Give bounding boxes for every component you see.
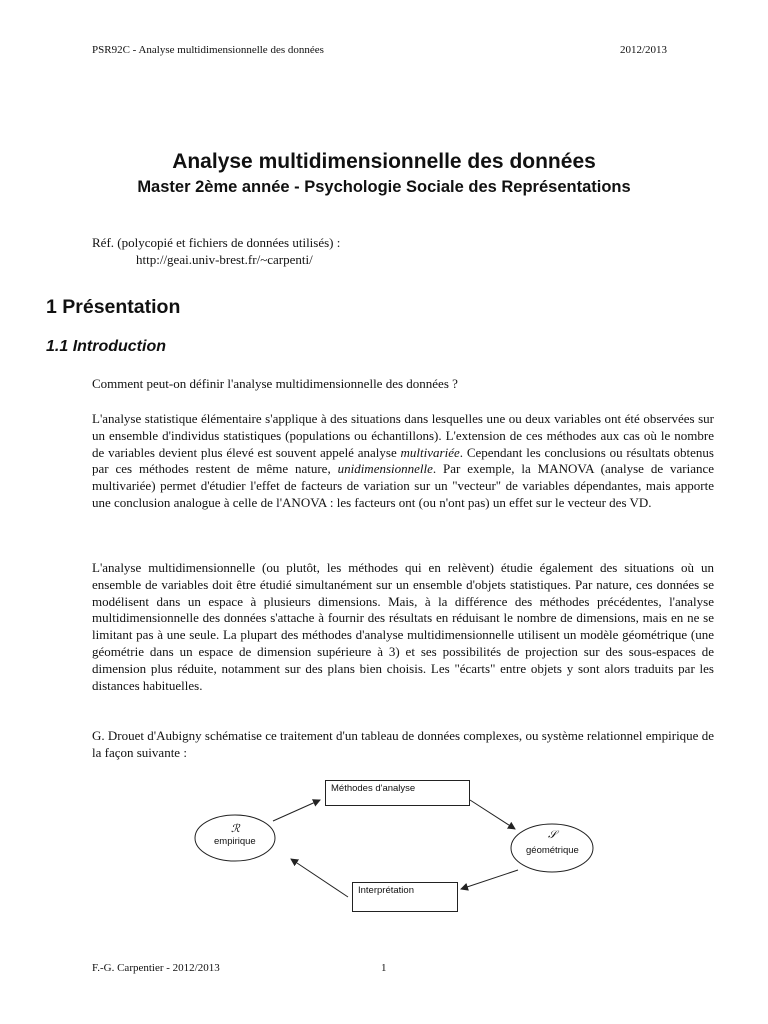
- emphasis-multivariee: multivariée: [400, 444, 460, 460]
- section-heading: 1 Présentation: [46, 296, 181, 318]
- reference-url: http://geai.univ-brest.fr/~carpenti/: [136, 252, 313, 267]
- arrow-empirical-to-methods: [273, 800, 320, 821]
- document-title: Analyse multidimensionnelle des données: [172, 150, 596, 173]
- reference-block: [92, 234, 340, 268]
- geometric-label: géométrique: [526, 845, 579, 856]
- analysis-cycle-diagram: [180, 770, 620, 920]
- paragraph-text: . Par exemple, la MANOVA (analyse de variance multivariée) permet d'étudier l'effet de facteurs de variation sur un "vecteur" de variables dépendantes, mais apporte une conclusion analogue à celle de l'ANOVA : les facteurs ont (ou n'ont pas) un effet sur le vecteur des VD.: [92, 461, 714, 510]
- running-header-course: PSR92C - Analyse multidimensionnelle des données: [92, 44, 324, 56]
- empirical-label: empirique: [214, 836, 256, 847]
- methods-box: [325, 780, 470, 806]
- methods-label: Méthodes d'analyse: [331, 783, 416, 794]
- emphasis-unidimensionnelle: unidimensionnelle: [337, 461, 433, 477]
- running-header-year: 2012/2013: [620, 44, 668, 56]
- arrow-interpretation-to-empirical: [291, 859, 348, 897]
- arrow-geometric-to-interpretation: [461, 870, 518, 889]
- arrow-methods-to-geometric: [470, 800, 515, 829]
- geometric-symbol: 𝒮: [548, 828, 557, 841]
- interpretation-box: [352, 882, 458, 912]
- paragraph-elementary-analysis: [92, 411, 714, 512]
- paragraph-text: . Cependant les conclusions ou résultats obtenus par ces méthodes restent de même nature,: [92, 444, 714, 477]
- document-subtitle: Master 2ème année - Psychologie Sociale des Représentations: [137, 178, 631, 196]
- paragraph-drouet-daubigny: G. Drouet d'Aubigny schématise ce traitement d'un tableau de données complexes, ou système relationnel empirique de la façon suivante :: [92, 728, 714, 760]
- reference-label: Réf. (polycopié et fichiers de données utilisés) :: [92, 235, 341, 250]
- paragraph-multidimensional-analysis: L'analyse multidimensionnelle (ou plutôt, les méthodes qui en relèvent) étudie également des situations où un ensemble de variables doit être étudié simultanément sur un ensemble d'objets statistiques. Par nature, ces données se modélisent dans un espace à plusieurs dimensions. Mais, à la différence des méthodes précédentes, l'analyse multidimensionnelle des données s'attache à fournir des résultats en réduisant le nombre de dimensions, mais en ne se limitant pas à une seule. La plupart des méthodes d'analyse multidimensionnelle utilisent un modèle géométrique (une géométrie dans un espace de dimension supérieure à 3) et ses possibilités de projection sur des sous-espaces de dimension plus réduite, notamment sur des plans bien choisis. Les "écarts" entre objets y sont alors traduits par les distances habituelles.: [92, 560, 714, 693]
- empirical-symbol: ℛ: [231, 822, 240, 835]
- subsection-heading: 1.1 Introduction: [46, 338, 166, 355]
- paragraph-text: L'analyse statistique élémentaire s'applique à des situations dans lesquelles une ou deux variables ont été observées sur un ensemble d'individus statistiques (populations ou échantillons). L'extension de ces méthodes aux cas où le nombre de variables devient plus élevé est souvent appelé analyse: [92, 411, 714, 460]
- paragraph-question: Comment peut-on définir l'analyse multidimensionnelle des données ?: [92, 376, 458, 391]
- page-number: 1: [381, 962, 387, 974]
- interpretation-label: Interprétation: [358, 885, 414, 896]
- footer-author: F.-G. Carpentier - 2012/2013: [92, 962, 220, 974]
